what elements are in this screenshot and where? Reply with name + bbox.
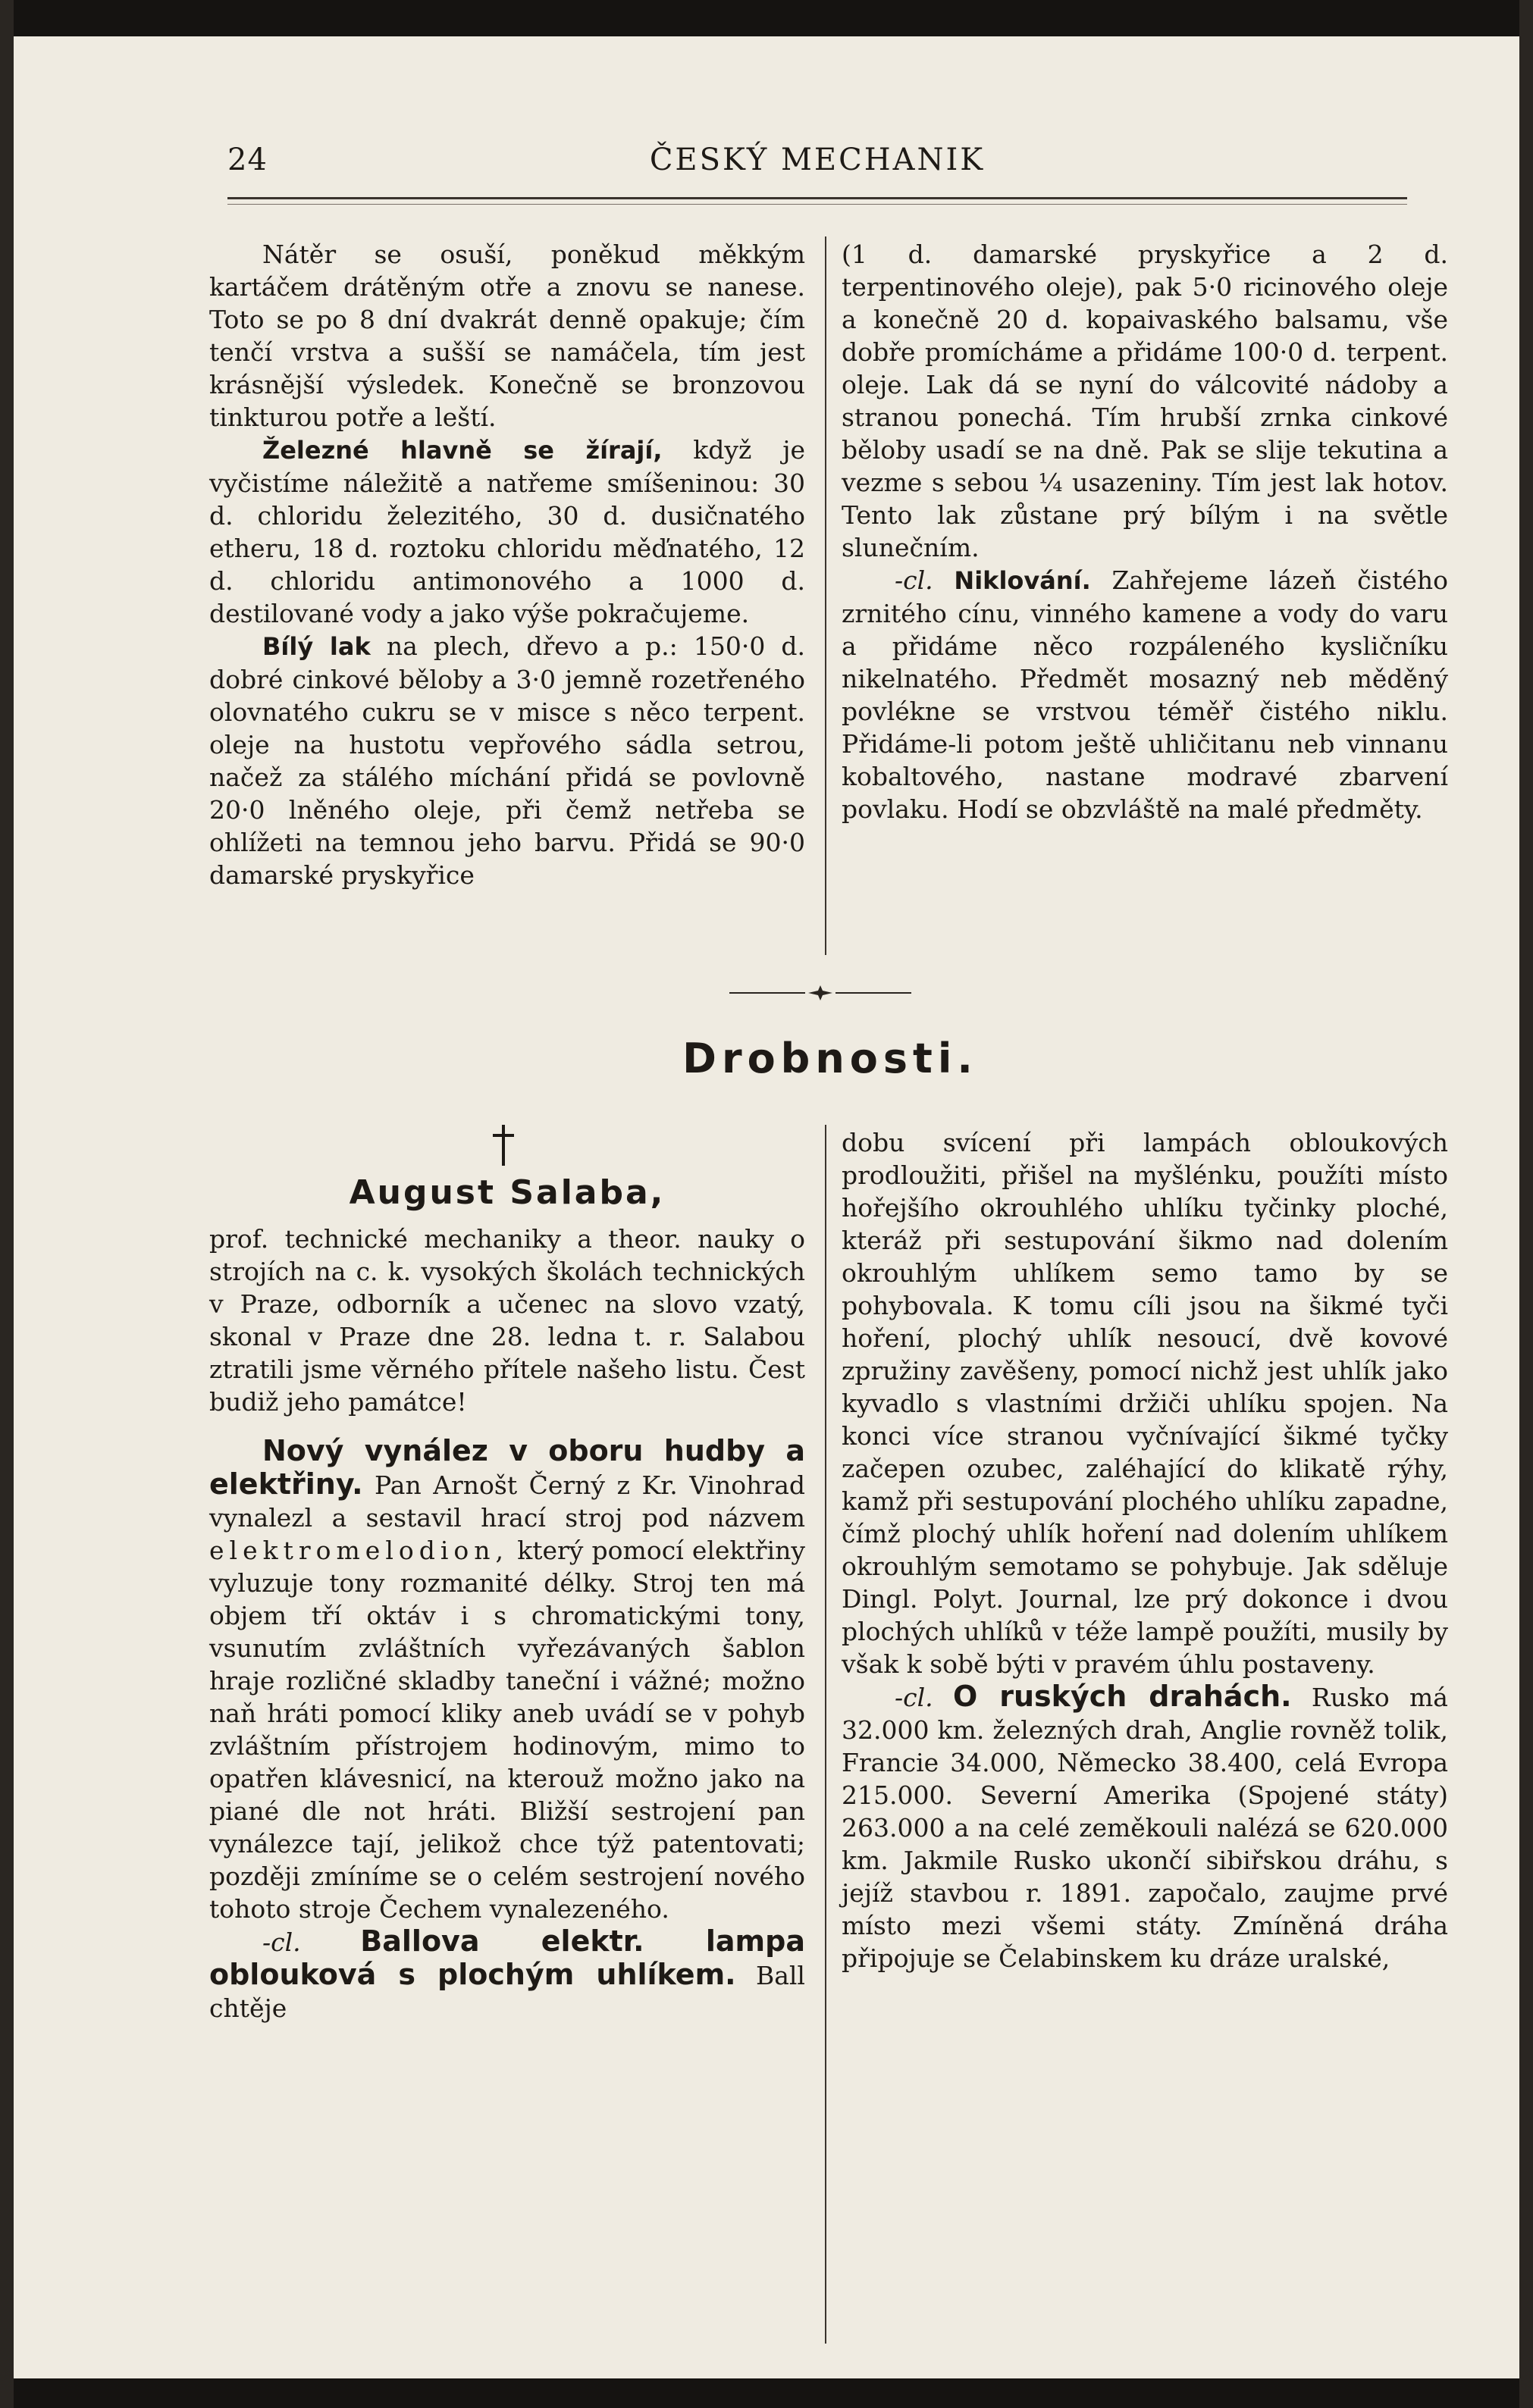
text-ball-lamp: Ball chtěje <box>209 1961 805 2023</box>
section-title-drobnosti: Drobnosti. <box>682 1035 978 1082</box>
obituary-text: prof. technické mechaniky a theor. nauky o strojích na c. k. vysokých školách technických v Praze, odborník a učenec na slovo vzatý, skonal v Praze dne 28. ledna t. r. Salabou ztratili jsme věrného přítele našeho listu. Čest budiž jeho památce! <box>209 1224 805 1417</box>
column-divider-bottom <box>825 1125 826 2344</box>
heading-new-invention: Nový vynález v oboru hudby a elektřiny. <box>209 1434 805 1501</box>
heading-white-lacquer: Bílý lak <box>262 632 371 661</box>
paragraph-nickel-plating <box>842 564 1448 825</box>
term-elektromelodion: elektromelodion, <box>209 1536 509 1565</box>
paragraph-ball-lamp <box>209 1925 805 2024</box>
running-title: ČESKÝ MECHANIK <box>649 142 986 177</box>
heading-russian-railways: O ruských drahách. <box>952 1680 1292 1713</box>
text-nickel-plating: Zahřejeme lázeň čistého zrnitého cínu, vinného kamene a vody do varu a přidáme něco rozpáleného kysličníku nikelnatého. Předmět mosazný neb měděný povlékne se vrstvou téměř čistého niklu. Přidáme-li potom ještě uhličitanu neb vinnanu kobaltového, nastane modravé zbarvení povlaku. Hodí se obzvláště na malé předměty. <box>842 565 1448 824</box>
column-bottom-left <box>209 1129 805 2024</box>
ornament-star-icon <box>808 985 832 1000</box>
paragraph-new-invention <box>209 1435 805 1925</box>
paragraph-lacquer-cont: (1 d. damarské pryskyřice a 2 d. terpentinového oleje), pak 5·0 ricinového oleje a konečně 20 d. kopaivaského balsamu, vše dobře promícháme a přidáme 100·0 d. terpent. oleje. Lak dá se nyní do válcovité nádoby a stranou ponechá. Tím hrubší zrnka cinkové běloby usadí se na dně. Pak se slije tekutina a vezme s sebou ¼ usazeniny. Tím jest lak hotov. Tento lak zůstane prý bílým i na světle slunečním. <box>842 240 1448 562</box>
obituary-name: August Salaba, <box>349 1173 666 1212</box>
paragraph-ball-lamp-cont: dobu svícení při lampách obloukových prodloužiti, přišel na myšlénku, použíti místo hořejšího okrouhlého uhlíku tyčinky ploché, kteráž při sestupování šikmo nad dolením okrouhlým uhlíkem semo tamo by se pohybovala. K tomu cíli jsou na šikmé tyči hoření, plochý uhlík nesoucí, dvě kovové zpružiny zavěšeny, pomocí nichž jest uhlík jako kyvadlo s vlastními držiči uhlíku spojen. Na konci více stranou vyčnívající šikmé tyčky začepen ozubec, zaléhající do klikatě rýhy, kamž při sestupování plochého uhlíku zapadne, čímž plochý uhlík hoření nad dolením uhlíkem okrouhlým semotamo se pohybuje. Jak sděluje Dingl. Polyt. Journal, lze prý dokonce i dvou plochých uhlíků v téže lampě použíti, musily by však k sobě býti v pravém úhlu postaveny. <box>842 1128 1448 1679</box>
section-ornament <box>729 985 911 1000</box>
text-russian-railways: Rusko má 32.000 km. železných drah, Anglie rovněž tolik, Francie 34.000, Německo 38.400, celá Evropa 215.000. Severní Amerika (Spojené státy) 263.000 a na celé zeměkouli nalézá se 620.000 km. Jakmile Rusko ukončí sibiřskou dráhu, s jejíž stavbou r. 1891. započalo, zaujme prvé místo mezi všemi státy. Zmíněná dráha připojuje se Čelabinskem ku dráze uralské, <box>842 1683 1448 1973</box>
text-new-invention-b: který pomocí elektřiny vyluzuje tony rozmanité délky. Stroj ten má objem tří oktáv i s chromatickými tony, vsunutím zvláštních vyřezávaných šablon hraje rozličné skladby taneční i vážné; možno naň hráti pomocí kliky aneb uvádí se v pohyb zvláštním přístrojem hodinovým, mimo to opatřen klávesnicí, na kterouž možno jako na piané dle not hráti. Bližší sestrojení pan vynálezce tají, jelikož chce týž patentovati; později zmíníme se o celém sestrojení nového tohoto stroje Čechem vynalezeného. <box>209 1536 805 1924</box>
paragraph-iron-barrels <box>209 434 805 630</box>
signature-cl: -cl. <box>895 1683 933 1712</box>
column-top-right <box>842 238 1448 825</box>
column-bottom-right <box>842 1126 1448 1974</box>
scan-edge-left <box>0 0 14 2408</box>
paragraph-bronzing: Nátěr se osuší, poněkud měkkým kartáčem drátěným otře a znovu se nanese. Toto se po 8 dní dvakrát denně opakuje; čím tenčí vrstva a sušší se namáčela, tím jest krásnější výsledek. Konečně se bronzovou tinkturou potře a leští. <box>209 240 805 432</box>
header-rule <box>227 197 1407 205</box>
heading-ball-lamp: Ballova elektr. lampa oblouková s plochým uhlíkem. <box>209 1924 805 1991</box>
text-white-lacquer: na plech, dřevo a p.: 150·0 d. dobré cinkové běloby a 3·0 jemně rozetřeného olovnatého cukru se v misce s něco terpent. oleje na hustotu vepřového sádla setrou, načež za stálého míchání přidá se povlovně 20·0 lněného oleje, při čemž netřeba se ohlížeti na temnou jeho barvu. Přidá se 90·0 damarské pryskyřice <box>209 631 806 890</box>
page-number: 24 <box>227 142 268 177</box>
paragraph-white-lacquer <box>209 630 805 891</box>
paragraph-russian-railways <box>842 1680 1448 1974</box>
scan-edge-top <box>0 0 1533 36</box>
column-divider-top <box>825 236 826 955</box>
text-iron-barrels: když je vyčistíme náležitě a natřeme smíšeninou: 30 d. chloridu železitého, 30 d. dusičnatého etheru, 18 d. roztoku chloridu měďnatého, 12 d. chloridu antimonového a 1000 d. destilované vody a jako výše pokračujeme. <box>209 435 805 628</box>
page-header <box>227 138 1407 183</box>
column-top-left <box>209 238 805 891</box>
heading-iron-barrels: Železné hlavně se žírají, <box>262 436 663 465</box>
signature-cl: -cl. <box>262 1927 301 1957</box>
scan-edge-bottom <box>0 2378 1533 2408</box>
text-new-invention-a: Pan Arnošt Černý z Kr. Vinohrad vynalezl a sestavil hrací stroj pod názvem <box>209 1470 805 1533</box>
signature-cl: -cl. <box>895 565 933 595</box>
heading-nickel-plating: Niklování. <box>954 566 1091 595</box>
scan-edge-right <box>1519 0 1533 2408</box>
